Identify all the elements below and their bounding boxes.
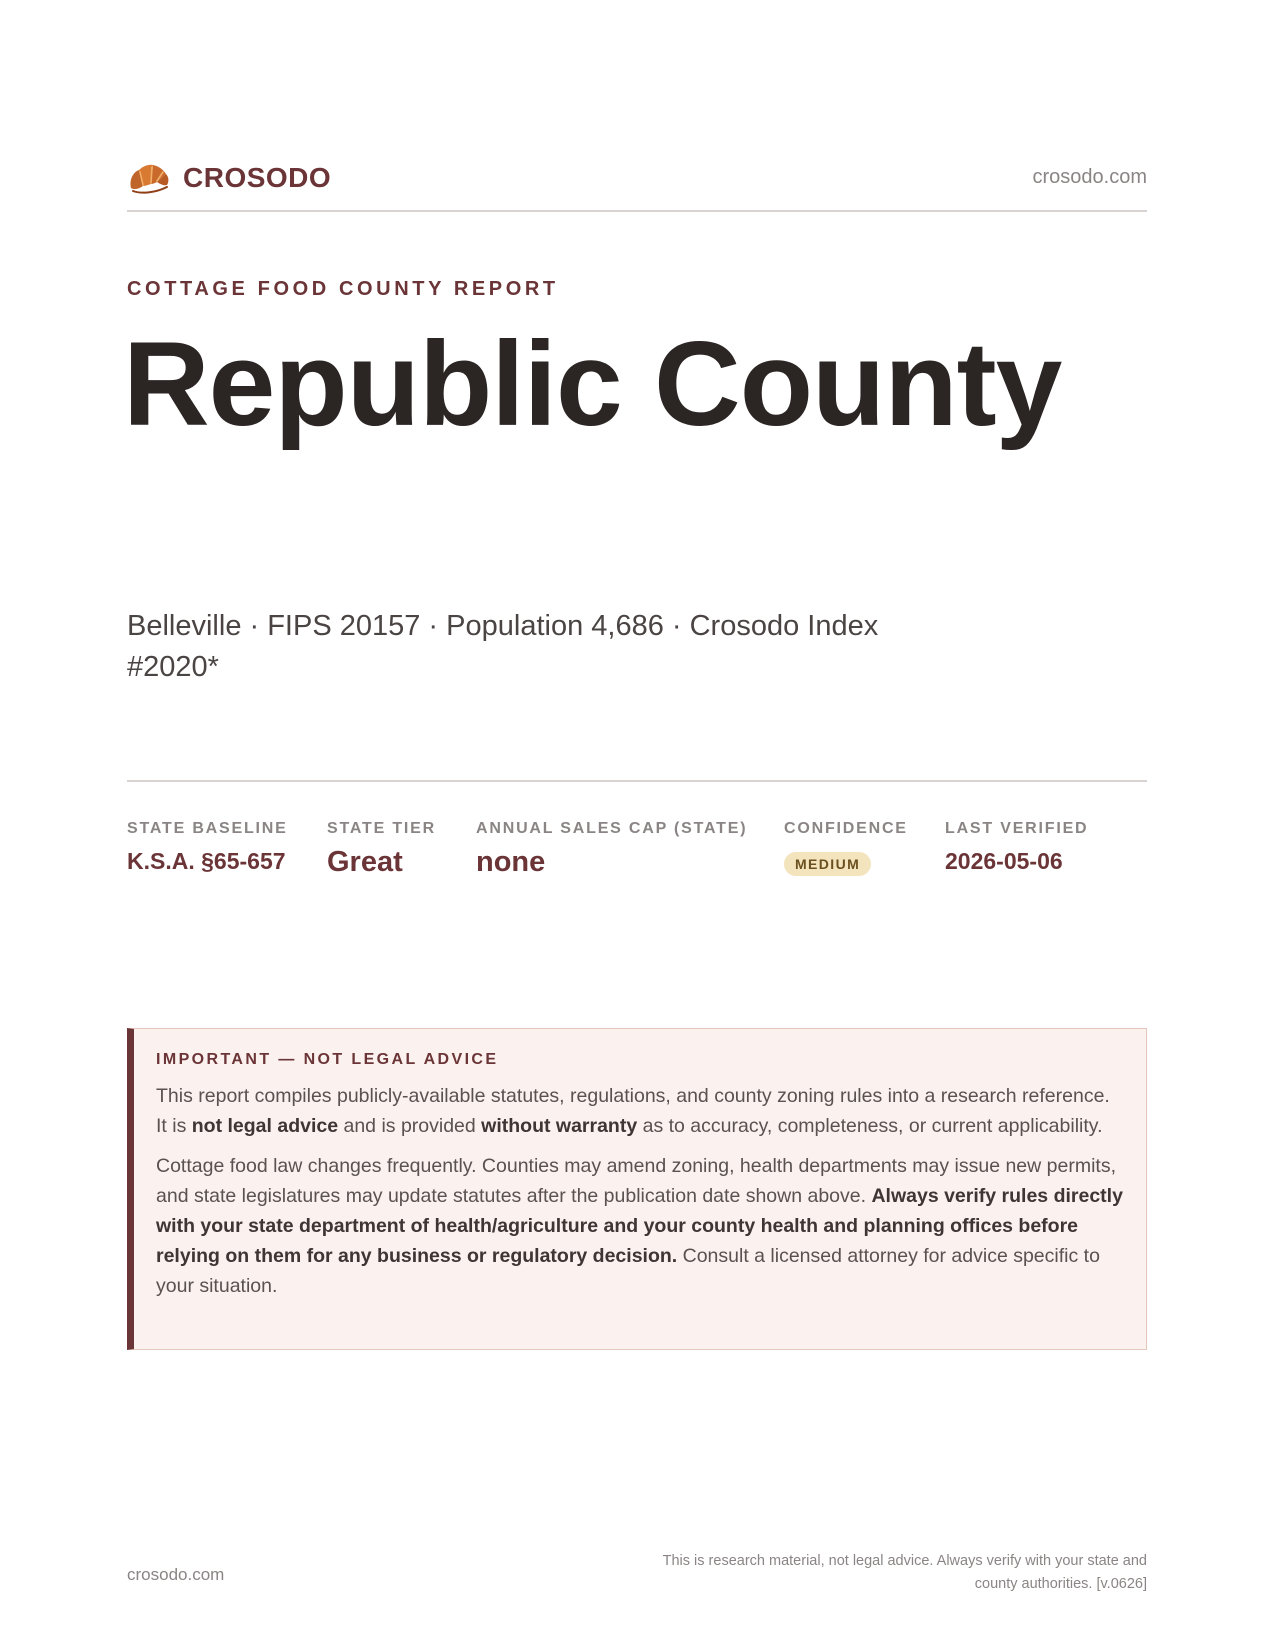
stat-value: none (476, 846, 546, 878)
notice-paragraph (156, 1081, 1126, 1141)
brand-name: CROSODO (183, 162, 332, 193)
stat-label: ANNUAL SALES CAP (STATE) (476, 820, 748, 837)
stat-value: 2026-05-06 (945, 848, 1063, 874)
stat-label: STATE BASELINE (127, 820, 288, 837)
footer-site[interactable]: crosodo.com (127, 1565, 225, 1584)
notice-text: This report compiles publicly-available statutes, regulations, and county zoning rules into a research reference. It is (156, 1085, 1110, 1137)
croissant-icon (127, 158, 171, 198)
notice-emphasis: Always verify rules directly with your state department of health/agriculture and your county health and planning offices before relying on them for any business or regulatory decision. (156, 1185, 1123, 1267)
stat-value: K.S.A. §65-657 (127, 848, 286, 874)
footer-disclaimer: This is research material, not legal advice. Always verify with your state and county authorities. [v.0626] (662, 1553, 1147, 1592)
notice-emphasis: not legal advice (191, 1115, 339, 1137)
notice-text: and is provided (338, 1115, 482, 1137)
notice-text: as to accuracy, completeness, or current applicability. (637, 1115, 1103, 1137)
site-link[interactable]: crosodo.com (1032, 166, 1147, 188)
legal-notice (127, 1028, 1147, 1350)
notice-paragraph (156, 1151, 1126, 1301)
stat-label: STATE TIER (327, 820, 436, 837)
stat-state-tier (327, 820, 436, 879)
notice-emphasis: without warranty (481, 1115, 638, 1137)
stat-value: Great (327, 846, 403, 878)
notice-text: Consult a licensed attorney for advice specific to your situation. (156, 1245, 1100, 1297)
brand (127, 158, 331, 198)
page-title: Republic County (123, 317, 1062, 451)
stat-annual-sales-cap (476, 820, 747, 879)
stat-label: CONFIDENCE (784, 820, 908, 837)
stat-state-baseline (127, 820, 288, 875)
stat-label: LAST VERIFIED (945, 820, 1089, 837)
report-page (123, 0, 1147, 1650)
stats-row (127, 780, 1147, 902)
report-eyebrow: COTTAGE FOOD COUNTY REPORT (127, 278, 559, 300)
notice-text: Cottage food law changes frequently. Counties may amend zoning, health departments may issue new permits, and state legislatures may update statutes after the publication date shown above. (156, 1155, 1116, 1207)
report-subtitle: Belleville · FIPS 20157 · Population 4,686 · Crosodo Index #2020* (127, 610, 879, 683)
notice-title: IMPORTANT — NOT LEGAL ADVICE (156, 1051, 499, 1068)
page-header (127, 158, 1147, 212)
stat-last-verified (945, 820, 1088, 875)
confidence-badge: MEDIUM (784, 852, 871, 876)
stat-confidence (784, 820, 908, 876)
